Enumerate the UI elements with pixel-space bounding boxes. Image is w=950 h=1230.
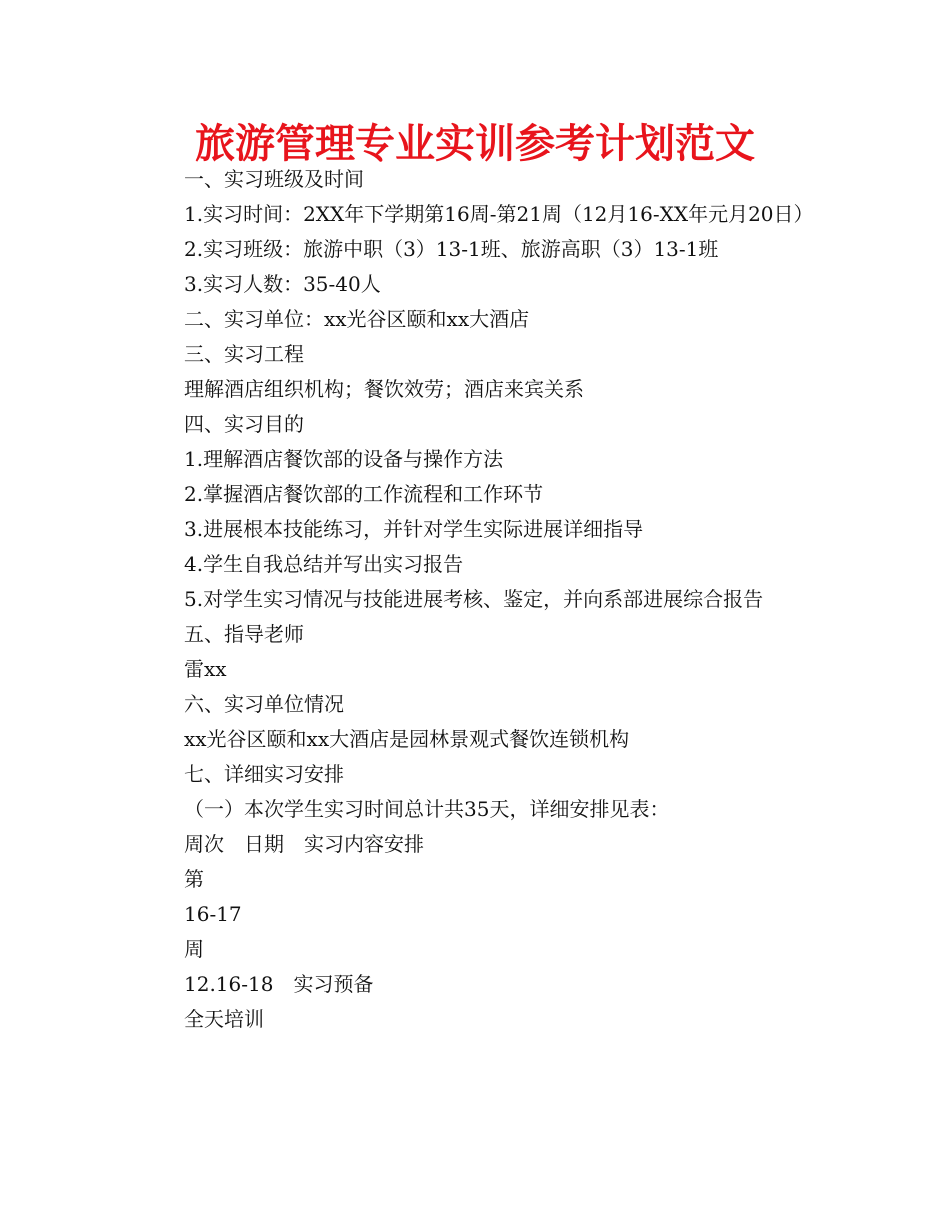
paragraph-unit-info: xx光谷区颐和xx大酒店是园林景观式餐饮连锁机构: [184, 727, 630, 751]
paragraph-goal-1: 1.理解酒店餐饮部的设备与操作方法: [184, 447, 504, 471]
paragraph-schedule-intro: （一）本次学生实习时间总计共35天，详细安排见表：: [184, 797, 670, 821]
paragraph-internship-time: 1.实习时间：2XX年下学期第16周-第21周（12月16-XX年元月20日）: [184, 202, 814, 226]
section-heading-5: 五、指导老师: [184, 622, 304, 646]
paragraph-goal-5: 5.对学生实习情况与技能进展考核、鉴定，并向系部进展综合报告: [184, 587, 764, 611]
section-heading-3: 三、实习工程: [184, 342, 304, 366]
paragraph-goal-2: 2.掌握酒店餐饮部的工作流程和工作环节: [184, 482, 544, 506]
table-cell-week-prefix: 第: [184, 867, 204, 891]
paragraph-project-content: 理解酒店组织机构；餐饮效劳；酒店来宾关系: [184, 377, 584, 401]
table-cell-date-activity: 12.16-18 实习预备: [184, 972, 374, 996]
section-heading-1: 一、实习班级及时间: [184, 167, 364, 191]
section-heading-4: 四、实习目的: [184, 412, 304, 436]
table-cell-week-range: 16-17: [184, 902, 242, 926]
table-cell-training: 全天培训: [184, 1007, 264, 1031]
paragraph-teacher: 雷xx: [184, 657, 227, 681]
section-heading-2: 二、实习单位：xx光谷区颐和xx大酒店: [184, 307, 530, 331]
paragraph-goal-4: 4.学生自我总结并写出实习报告: [184, 552, 464, 576]
table-header-row: 周次 日期 实习内容安排: [184, 832, 424, 856]
document-title: 旅游管理专业实训参考计划范文: [195, 121, 755, 167]
section-heading-6: 六、实习单位情况: [184, 692, 344, 716]
paragraph-goal-3: 3.进展根本技能练习，并针对学生实际进展详细指导: [184, 517, 644, 541]
table-cell-week-suffix: 周: [184, 937, 204, 961]
paragraph-internship-count: 3.实习人数：35-40人: [184, 272, 381, 296]
document-body: [140, 162, 820, 1037]
paragraph-internship-class: 2.实习班级：旅游中职（3）13-1班、旅游高职（3）13-1班: [184, 237, 719, 261]
section-heading-7: 七、详细实习安排: [184, 762, 344, 786]
